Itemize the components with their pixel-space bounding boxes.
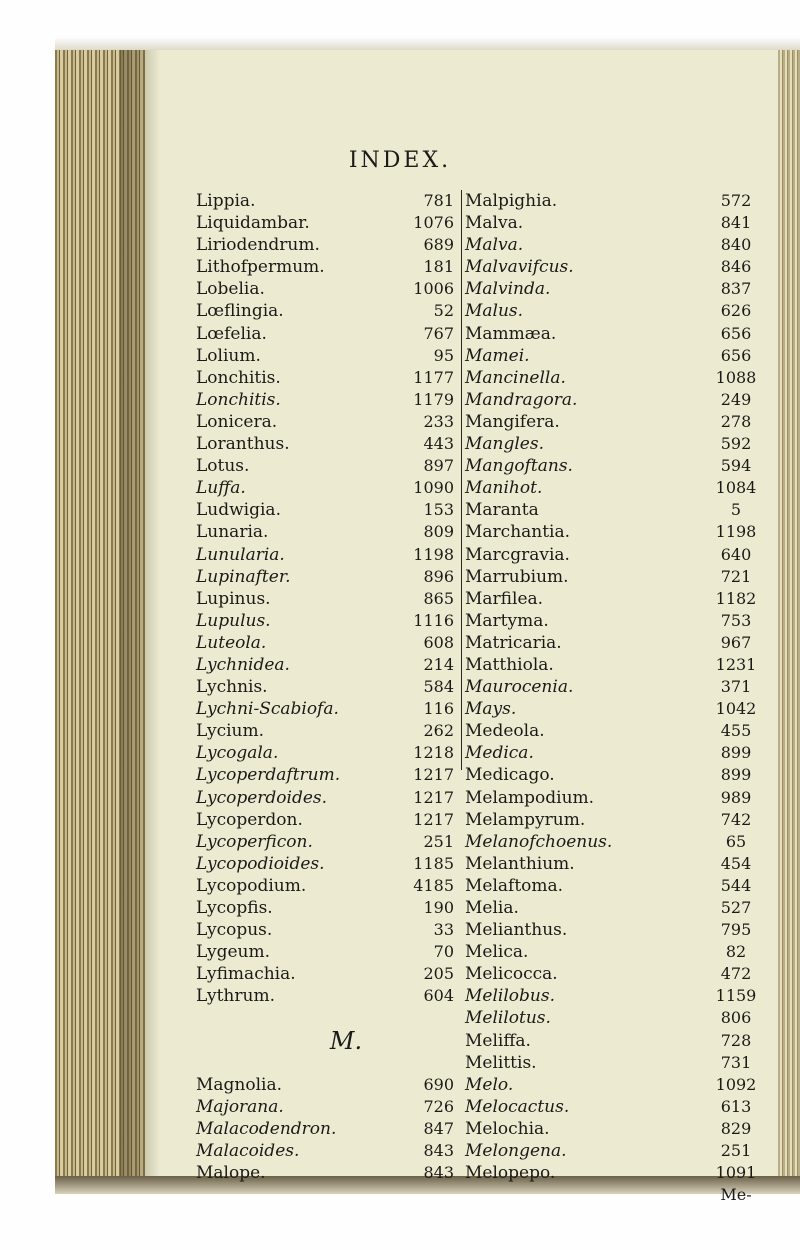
page-fore-edge: [778, 50, 800, 1180]
index-entry-name: Medica.: [465, 743, 534, 764]
index-entry-page: 626: [720, 301, 752, 321]
index-entry-name: Malacodendron.: [196, 1118, 337, 1139]
index-entry-page: 592: [720, 434, 752, 454]
index-entry-page: 116: [423, 699, 454, 719]
index-entry-name: Malvavifcus.: [465, 257, 574, 278]
index-entry-page: 608: [423, 632, 454, 652]
index-entry-page: 731: [720, 1052, 752, 1072]
index-entry-page: 1090: [413, 478, 454, 498]
index-entry-page: 846: [720, 257, 752, 277]
index-entry-page: 214: [423, 654, 454, 674]
index-entry-name: Lœfelia.: [196, 323, 267, 344]
index-entry-name: Malope.: [196, 1163, 266, 1184]
index-entry-page: 1116: [413, 610, 454, 630]
left-pages-column: [398, 190, 454, 1184]
index-entry-name: Lycoperdoides.: [196, 787, 328, 808]
page-title: INDEX.: [348, 148, 452, 173]
index-entry-name: Lotus.: [196, 456, 250, 477]
spacer-row: [398, 1007, 454, 1029]
index-entry-page: 1092: [715, 1074, 757, 1094]
index-entry-page: 1217: [413, 787, 454, 807]
index-entry-page: 205: [423, 964, 454, 984]
index-entry-page: 262: [423, 721, 454, 741]
index-entry-page: 4185: [413, 875, 454, 895]
index-entry-page: 455: [720, 721, 752, 741]
index-entry-page: 728: [720, 1030, 752, 1050]
index-entry-name: Melilobus.: [465, 986, 555, 1007]
index-entry-name: Matthiola.: [465, 654, 554, 675]
index-entry-name: Mandragora.: [465, 389, 578, 410]
index-entry-page: 1177: [413, 367, 454, 387]
index-entry-name: Lycoperdon.: [196, 809, 303, 830]
index-entry-name: Malvinda.: [465, 279, 551, 300]
index-entry-name: Marfilea.: [465, 588, 544, 609]
index-entry-page: 584: [423, 677, 454, 697]
index-entry-name: Medicago.: [465, 765, 555, 786]
index-entry-page: 443: [423, 434, 454, 454]
index-entry-page: 190: [423, 898, 454, 917]
index-entry-name: Marchantia.: [465, 522, 571, 543]
index-entry-name: Lippia.: [196, 191, 256, 211]
index-entry-name: Lychnidea.: [196, 654, 290, 675]
index-entry-page: 371: [720, 677, 752, 697]
index-entry-page: 1091: [715, 1163, 757, 1183]
index-entry-page: 613: [720, 1096, 752, 1116]
right-pages-column: [700, 190, 772, 1206]
index-entry-page: 1198: [715, 522, 757, 542]
index-entry-name: Lupinafter.: [196, 566, 291, 587]
index-entry-name: Lycium.: [196, 721, 265, 742]
index-entry-page: 33: [433, 920, 454, 940]
index-entry-name: Luffa.: [196, 478, 246, 499]
index-entry-name: Lyfimachia.: [196, 964, 296, 985]
index-entry-page: 989: [720, 787, 752, 807]
index-entry-name: Lygeum.: [196, 942, 271, 963]
index-entry-name: Lolium.: [196, 345, 261, 366]
index-entry-name: Melilotus.: [465, 1008, 551, 1029]
index-entry-name: Lycopus.: [196, 920, 273, 941]
index-entry-page: 1185: [413, 853, 454, 873]
index-entry-page: 656: [720, 323, 752, 343]
index-entry-page: 604: [423, 986, 454, 1006]
index-entry-name: Maurocenia.: [465, 677, 574, 698]
index-entry-page: 233: [423, 411, 454, 431]
index-entry-page: 249: [720, 389, 752, 409]
index-entry-name: Ludwigia.: [196, 500, 281, 521]
index-entry-name: Lupulus.: [196, 610, 271, 631]
gutter-shadow: [120, 50, 160, 1180]
index-entry-name: Magnolia.: [196, 1074, 283, 1095]
index-entry-name: Luteola.: [196, 632, 267, 653]
index-entry-name: Lonicera.: [196, 411, 278, 432]
index-entry-name: Melanofchoenus.: [465, 831, 613, 852]
index-entry-name: Lycopfis.: [196, 898, 273, 918]
index-entry-page: 70: [433, 942, 454, 962]
index-entry-name: Lonchitis.: [196, 389, 281, 410]
index-entry-name: Melochia.: [465, 1118, 550, 1139]
index-entry-page: 544: [720, 875, 752, 895]
index-entry-name: Mangoftans.: [465, 456, 573, 477]
index-entry-name: Melopepo.: [465, 1163, 556, 1184]
index-entry-name: Lobelia.: [196, 279, 265, 300]
index-entry-name: Mays.: [465, 699, 517, 720]
index-entry-page: 472: [720, 964, 752, 984]
index-entry-page: 251: [720, 1141, 752, 1161]
index-entry-page: 897: [423, 456, 454, 476]
index-entry-name: Malus.: [465, 301, 524, 322]
index-entry-page: 640: [720, 544, 752, 564]
index-entry-page: 251: [423, 831, 454, 851]
index-entry-page: 847: [423, 1118, 454, 1138]
index-entry-name: Mammæa.: [465, 323, 557, 344]
index-entry-page: 1159: [715, 986, 757, 1006]
index-entry-page: 899: [720, 765, 752, 785]
index-entry-name: Malva.: [465, 235, 524, 256]
index-entry-page: 527: [720, 898, 752, 917]
index-entry-page: 82: [725, 942, 747, 962]
index-entry-name: Melianthus.: [465, 920, 568, 941]
index-entry-name: Melongena.: [465, 1141, 567, 1162]
index-entry-page: 65: [725, 831, 747, 851]
index-entry-name: Mangifera.: [465, 411, 560, 432]
index-entry-page: 52: [433, 301, 454, 321]
index-entry-name: Lycopodium.: [196, 875, 307, 896]
index-entry-name: Mancinella.: [465, 367, 566, 388]
index-entry-page: 1231: [715, 654, 757, 674]
index-entry-name: Manihot.: [465, 478, 543, 499]
right-names-column: [465, 190, 695, 1184]
section-letter: M.: [329, 1026, 363, 1055]
index-entry-page: 726: [423, 1096, 454, 1116]
spacer-row: [398, 1030, 454, 1052]
index-entry-name: Malpighia.: [465, 191, 558, 211]
index-entry-name: Melanthium.: [465, 853, 575, 874]
index-entry-name: Mangles.: [465, 434, 544, 455]
index-entry-page: 656: [720, 345, 752, 365]
index-entry-page: 865: [423, 588, 454, 608]
index-entry-page: 1076: [413, 213, 454, 233]
index-entry-name: Malacoides.: [196, 1141, 300, 1162]
index-entry-name: Lunaria.: [196, 522, 269, 543]
index-entry-page: 454: [720, 853, 752, 873]
index-entry-page: 1088: [715, 367, 757, 387]
index-entry-name: Melampyrum.: [465, 809, 586, 830]
index-entry-name: Malva.: [465, 213, 524, 234]
index-entry-name: Lupinus.: [196, 588, 271, 609]
spacer-row: [398, 1052, 454, 1074]
index-entry-name: Lœflingia.: [196, 301, 284, 322]
index-entry-name: Lycoperficon.: [196, 831, 313, 852]
index-entry-page: 594: [720, 456, 752, 476]
index-entry-page: 843: [423, 1163, 454, 1183]
index-entry-page: 689: [423, 235, 454, 255]
column-rule: [461, 190, 462, 770]
index-entry-page: 1198: [413, 544, 454, 564]
index-entry-name: Melica.: [465, 942, 529, 963]
index-entry-page: 1042: [715, 699, 757, 719]
index-entry-name: Mamei.: [465, 345, 530, 366]
index-entry-page: 840: [720, 235, 752, 255]
index-entry-name: Lycopodioides.: [196, 853, 325, 874]
index-entry-name: Majorana.: [196, 1096, 284, 1117]
index-entry-name: Lychnis.: [196, 677, 268, 698]
index-entry-name: Lonchitis.: [196, 367, 281, 388]
index-entry-page: 795: [720, 920, 752, 940]
index-entry-page: 829: [720, 1118, 752, 1138]
index-entry-name: Liriodendrum.: [196, 235, 320, 256]
index-entry-page: 1179: [413, 389, 454, 409]
index-entry-name: Melicocca.: [465, 964, 558, 985]
index-entry-name: Martyma.: [465, 610, 549, 631]
index-entry-page: 572: [720, 191, 752, 210]
index-entry-page: 753: [720, 610, 752, 630]
index-entry-name: Lithofpermum.: [196, 257, 325, 278]
index-entry-name: Maranta: [465, 500, 539, 521]
index-entry-page: 1006: [413, 279, 454, 299]
index-entry-name: Marcgravia.: [465, 544, 570, 565]
index-entry-page: 1218: [413, 743, 454, 763]
index-entry-page: 1217: [413, 765, 454, 785]
index-entry-name: Lycogala.: [196, 743, 279, 764]
index-entry-page: 95: [433, 345, 454, 365]
index-entry-name: Melocactus.: [465, 1096, 570, 1117]
index-entry-page: 1217: [413, 809, 454, 829]
index-entry-name: Marrubium.: [465, 566, 569, 587]
catchword: Me-: [720, 1185, 752, 1205]
index-entry-page: 967: [720, 632, 752, 652]
index-entry-page: 181: [423, 257, 454, 277]
index-entry-name: Melittis.: [465, 1052, 537, 1073]
index-entry-name: Matricaria.: [465, 632, 562, 653]
index-entry-page: 899: [720, 743, 752, 763]
index-entry-name: Lunularia.: [196, 544, 285, 565]
index-entry-page: 767: [423, 323, 454, 343]
index-entry-name: Lychni-Scabiofa.: [196, 699, 339, 720]
index-entry-page: 806: [720, 1008, 752, 1028]
index-entry-name: Meliffa.: [465, 1030, 531, 1051]
index-entry-name: Melia.: [465, 898, 519, 918]
index-entry-page: 896: [423, 566, 454, 586]
index-entry-page: 721: [720, 566, 752, 586]
index-entry-name: Melampodium.: [465, 787, 595, 808]
index-entry-name: Lythrum.: [196, 986, 275, 1007]
index-entry-name: Loranthus.: [196, 434, 290, 455]
index-entry-page: 1084: [715, 478, 757, 498]
index-entry-page: 841: [720, 213, 752, 233]
index-entry-page: 837: [720, 279, 752, 299]
index-entry-name: Medeola.: [465, 721, 545, 742]
index-entry-page: 690: [423, 1074, 454, 1094]
index-entry-name: Liquidambar.: [196, 213, 310, 234]
index-entry-page: 1182: [715, 588, 757, 608]
index-entry-page: 843: [423, 1141, 454, 1161]
index-entry-name: Melaftoma.: [465, 875, 564, 896]
index-entry-page: 5: [730, 500, 742, 520]
index-entry-name: Lycoperdaftrum.: [196, 765, 341, 786]
index-entry-page: 781: [423, 191, 454, 210]
index-entry-page: 742: [720, 809, 752, 829]
index-entry-page: 278: [720, 411, 752, 431]
index-entry-name: Melo.: [465, 1074, 514, 1095]
index-entry-page: 809: [423, 522, 454, 542]
index-entry-page: 153: [423, 500, 454, 520]
